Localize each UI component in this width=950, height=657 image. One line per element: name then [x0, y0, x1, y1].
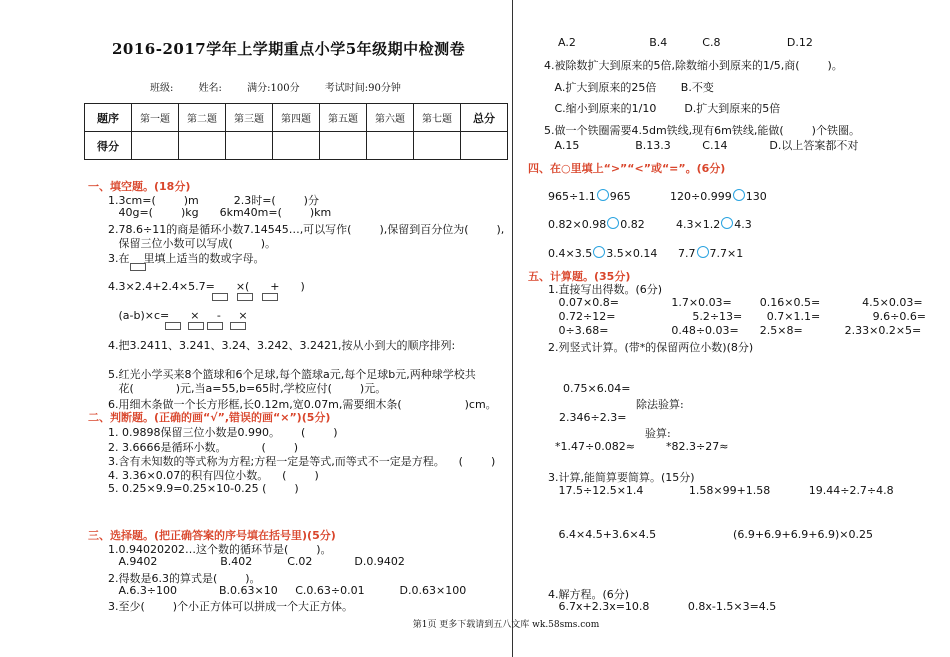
page-footer: 第1页 更多下载请到五八文库 wk.58sms.com: [412, 620, 600, 630]
expr: 0.4×3.5: [548, 247, 593, 260]
expr: 130: [745, 190, 767, 203]
section-5-heading: 五、计算题。(35分): [528, 270, 631, 283]
s3-line: 3.至少( )个小正方体可以拼成一个大正方体。: [108, 600, 354, 613]
answer-box: [212, 293, 228, 301]
score-cell[interactable]: [132, 132, 179, 160]
s5-line: 2.列竖式计算。(带*的保留两位小数)(8分): [548, 341, 754, 354]
col-header: 第五题: [320, 104, 367, 132]
section-4-heading: 四、在○里填上“>”“<”或“=”。(6分): [528, 162, 726, 175]
s5-line: 0÷3.68= 0.48÷0.03= 2.5×8= 2.33×0.2×5=: [548, 324, 922, 337]
expr: 0.82: [620, 218, 645, 231]
row-header: 得分: [85, 132, 132, 160]
column-divider: [512, 0, 513, 657]
expr: 3.5×0.14: [606, 247, 658, 260]
s1-line: 花( )元,当a=55,b=65时,学校应付( )元。: [108, 382, 387, 395]
compare-item: [676, 217, 752, 231]
compare-item: [548, 189, 631, 203]
compare-item: [670, 189, 767, 203]
s1-line: 3.在 里填上适当的数或字母。: [108, 252, 265, 265]
exam-meta: [150, 79, 423, 94]
s5-line: 17.5÷12.5×1.4 1.58×99+1.58 19.44÷2.7÷4.8: [548, 484, 894, 497]
name-label: 姓名:: [198, 83, 222, 94]
s5-line: 3.计算,能简算要简算。(15分): [548, 471, 695, 484]
class-label: 班级:: [150, 83, 174, 94]
score-table-score-row: [85, 132, 508, 160]
compare-circle[interactable]: [607, 217, 619, 229]
compare-circle[interactable]: [697, 246, 709, 258]
s5-line: 验算:: [645, 427, 671, 440]
compare-item: [548, 246, 657, 260]
s5-line: *1.47÷0.082≈: [555, 440, 635, 453]
s5-line: 0.72÷12= 5.2÷13= 0.7×1.1= 9.6÷0.6=: [548, 310, 927, 323]
exam-title: 2016-2017学年上学期重点小学5年级期中检测卷: [112, 40, 466, 58]
col-header: 总分: [461, 104, 508, 132]
compare-circle[interactable]: [721, 217, 733, 229]
s5-line: *82.3÷27≈: [666, 440, 729, 453]
s2-line: 1. 0.9898保留三位小数是0.990。 ( ): [108, 426, 338, 439]
s5-line: 6.7x+2.3x=10.8 0.8x-1.5×3=4.5: [548, 600, 777, 613]
score-table: [84, 103, 508, 160]
score-cell[interactable]: [461, 132, 508, 160]
compare-circle[interactable]: [593, 246, 605, 258]
s5-line: 除法验算:: [636, 398, 684, 411]
s5-line: 6.4×4.5+3.6×4.5 (6.9+6.9+6.9+6.9)×0.25: [548, 528, 873, 541]
s3-line: A.6.3÷100 B.0.63×10 C.0.63÷0.01 D.0.63×100: [108, 584, 467, 597]
r-line: A.2 B.4 C.8 D.12: [558, 36, 813, 49]
s1-line: 保留三位小数可以写成( )。: [108, 237, 277, 250]
expr: 7.7×1: [709, 247, 744, 260]
answer-box: [188, 322, 204, 330]
s1-line: 5.红光小学买来8个篮球和6个足球,每个篮球a元,每个足球b元,两种球学校共: [108, 368, 476, 381]
s2-line: 2. 3.6666是循环小数。 ( ): [108, 441, 299, 454]
answer-box: [207, 322, 223, 330]
s5-line: 0.07×0.8= 1.7×0.03= 0.16×0.5= 4.5×0.03=: [548, 296, 923, 309]
expr: 965: [609, 190, 631, 203]
answer-box: [165, 322, 181, 330]
answer-box: [262, 293, 278, 301]
answer-box: [230, 322, 246, 330]
s3-line: 2.得数是6.3的算式是( )。: [108, 572, 261, 585]
section-2-heading: 二、判断题。(正确的画“√”,错误的画“×”)(5分): [88, 411, 331, 424]
answer-box: [130, 263, 146, 271]
compare-circle[interactable]: [597, 189, 609, 201]
s3-line: A.9402 B.402 C.02 D.0.9402: [108, 555, 405, 568]
expr: 4.3: [734, 218, 752, 231]
compare-circle[interactable]: [733, 189, 745, 201]
score-cell[interactable]: [226, 132, 273, 160]
r-line: 5.做一个铁圈需要4.5dm铁线,现有6m铁线,能做( )个铁圈。: [544, 124, 860, 137]
s1-line: 6.用细木条做一个长方形框,长0.12m,宽0.07m,需要细木条( )cm。: [108, 398, 497, 411]
score-label: 满分:100分: [247, 83, 300, 94]
score-cell[interactable]: [273, 132, 320, 160]
col-header: 第六题: [367, 104, 414, 132]
expr: 4.3×1.2: [676, 218, 721, 231]
col-header: 第四题: [273, 104, 320, 132]
s1-line: (a-b)×c= × - ×: [108, 309, 248, 322]
r-line: C.缩小到原来的1/10 D.扩大到原来的5倍: [544, 102, 781, 115]
r-line: A.15 B.13.3 C.14 D.以上答案都不对: [544, 139, 859, 152]
s3-line: 1.0.94020202…这个数的循环节是( )。: [108, 543, 332, 556]
section-1-heading: 一、填空题。(18分): [88, 180, 191, 193]
s1-line: 1.3cm=( )m 2.3时=( )分: [108, 194, 319, 207]
s5-line: 4.解方程。(6分): [548, 588, 630, 601]
score-cell[interactable]: [414, 132, 461, 160]
compare-item: [678, 246, 743, 260]
s1-line: 4.3×2.4+2.4×5.7= ×( + ): [108, 280, 305, 293]
col-header: 第一题: [132, 104, 179, 132]
score-cell[interactable]: [179, 132, 226, 160]
expr: 965÷1.1: [548, 190, 596, 203]
s5-line: 1.直接写出得数。(6分): [548, 283, 663, 296]
expr: 7.7: [678, 247, 696, 260]
expr: 120÷0.999: [670, 190, 732, 203]
r-line: A.扩大到原来的25倍 B.不变: [544, 81, 714, 94]
s2-line: 3.含有未知数的等式称为方程;方程一定是等式,而等式不一定是方程。 ( ): [108, 455, 496, 468]
s2-line: 5. 0.25×9.9=0.25×10-0.25 ( ): [108, 482, 299, 495]
score-table-header-row: [85, 104, 508, 132]
expr: 0.82×0.98: [548, 218, 607, 231]
score-cell[interactable]: [367, 132, 414, 160]
col-header: 第二题: [179, 104, 226, 132]
s5-line: 2.346÷2.3=: [559, 411, 627, 424]
s1-line: 40g=( )kg 6km40m=( )km: [108, 206, 332, 219]
s1-line: 2.78.6÷11的商是循环小数7.14545…,可以写作( ),保留到百分位为( ),: [108, 223, 505, 236]
section-3-heading: 三、选择题。(把正确答案的序号填在括号里)(5分): [88, 529, 336, 542]
row-header: 题序: [85, 104, 132, 132]
time-label: 考试时间:90分钟: [324, 83, 401, 94]
answer-box: [237, 293, 253, 301]
score-cell[interactable]: [320, 132, 367, 160]
s1-line: 4.把3.2411、3.241、3.24、3.242、3.2421,按从小到大的顺序排列:: [108, 339, 456, 352]
r-line: 4.被除数扩大到原来的5倍,除数缩小到原来的1/5,商( )。: [544, 59, 843, 72]
col-header: 第七题: [414, 104, 461, 132]
col-header: 第三题: [226, 104, 273, 132]
s5-line: 0.75×6.04=: [563, 382, 631, 395]
s2-line: 4. 3.36×0.07的积有四位小数。 ( ): [108, 469, 319, 482]
compare-item: [548, 217, 645, 231]
